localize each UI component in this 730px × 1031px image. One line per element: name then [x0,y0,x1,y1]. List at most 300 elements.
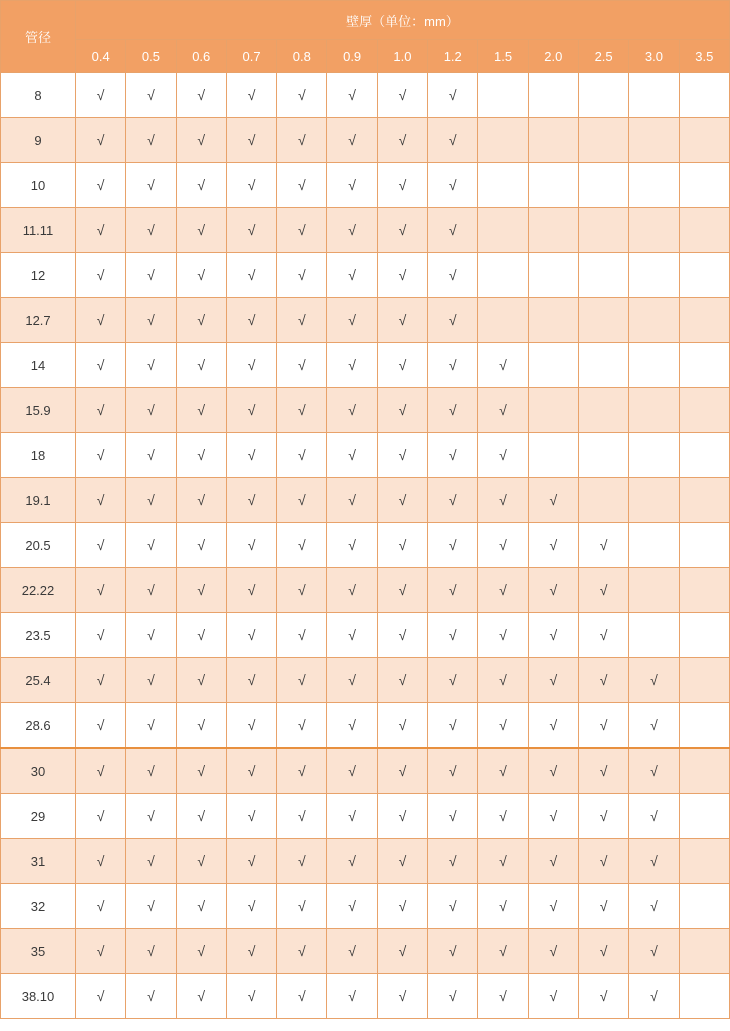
check-icon: √ [197,131,206,148]
check-icon: √ [247,176,256,193]
cell-availability [76,433,126,478]
check-icon: √ [348,446,356,463]
cell-availability [528,839,578,884]
cell-availability [478,658,528,703]
header-thickness-2.0: 2.0 [528,40,578,73]
check-icon: √ [147,716,155,733]
cell-availability [377,658,427,703]
check-icon: √ [448,852,457,869]
table-row [1,388,730,433]
check-icon: √ [499,762,507,779]
check-icon: √ [197,671,206,688]
check-icon: √ [348,266,356,283]
cell-availability [377,118,427,163]
header-diameter-label: 管径 [1,1,76,73]
cell-availability [176,163,226,208]
cell-diameter: 25.4 [1,658,76,703]
cell-availability [428,929,478,974]
cell-availability [578,839,628,884]
cell-availability [277,794,327,839]
cell-availability [629,118,679,163]
cell-diameter: 8 [1,73,76,118]
cell-availability [377,208,427,253]
check-icon: √ [549,987,558,1004]
cell-availability [578,343,628,388]
cell-availability [76,478,126,523]
cell-diameter: 11.11 [1,208,76,253]
cell-availability [126,929,176,974]
check-icon: √ [297,987,306,1004]
check-icon: √ [398,536,407,553]
cell-availability [578,73,628,118]
check-icon: √ [348,401,356,418]
check-icon: √ [448,807,457,824]
cell-availability [679,974,729,1019]
check-icon: √ [348,671,356,688]
cell-availability [126,658,176,703]
header-thickness-3.0: 3.0 [629,40,679,73]
check-icon: √ [448,401,457,418]
cell-availability [428,298,478,343]
cell-availability [578,388,628,433]
check-icon: √ [147,852,155,869]
header-thickness-2.5: 2.5 [578,40,628,73]
check-icon: √ [96,401,105,418]
check-icon: √ [297,897,306,914]
check-icon: √ [599,626,608,643]
check-icon: √ [247,356,256,373]
cell-availability [226,388,276,433]
cell-availability [679,884,729,929]
cell-availability [679,73,729,118]
cell-availability [76,523,126,568]
cell-availability [126,208,176,253]
cell-diameter: 38.10 [1,974,76,1019]
cell-availability [377,523,427,568]
cell-availability [679,703,729,749]
check-icon: √ [96,581,105,598]
cell-availability [377,343,427,388]
cell-availability [528,929,578,974]
cell-availability [126,884,176,929]
header-thickness-0.9: 0.9 [327,40,377,73]
cell-availability [528,388,578,433]
check-icon: √ [247,266,256,283]
check-icon: √ [398,86,407,103]
cell-availability [377,478,427,523]
cell-availability [76,73,126,118]
cell-availability [478,839,528,884]
check-icon: √ [197,536,206,553]
cell-availability [126,613,176,658]
check-icon: √ [247,401,256,418]
check-icon: √ [499,446,507,463]
cell-availability [578,748,628,794]
check-icon: √ [499,852,507,869]
cell-availability [277,568,327,613]
cell-availability [76,613,126,658]
check-icon: √ [147,266,155,283]
cell-availability [629,298,679,343]
table-header [1,1,730,73]
cell-availability [478,523,528,568]
cell-availability [126,253,176,298]
cell-availability [327,118,377,163]
check-icon: √ [297,716,306,733]
cell-availability [377,388,427,433]
check-icon: √ [448,897,457,914]
cell-availability [478,163,528,208]
table-row [1,253,730,298]
check-icon: √ [297,491,306,508]
cell-availability [679,118,729,163]
cell-availability [327,974,377,1019]
check-icon: √ [147,807,155,824]
cell-availability [76,884,126,929]
cell-availability [176,974,226,1019]
cell-availability [377,929,427,974]
cell-availability [528,658,578,703]
check-icon: √ [448,626,457,643]
cell-availability [629,703,679,749]
check-icon: √ [147,311,155,328]
cell-diameter: 18 [1,433,76,478]
table-row [1,298,730,343]
header-thickness-0.6: 0.6 [176,40,226,73]
cell-availability [629,613,679,658]
cell-availability [327,433,377,478]
cell-availability [226,794,276,839]
cell-availability [277,298,327,343]
check-icon: √ [297,581,306,598]
cell-availability [126,748,176,794]
cell-availability [327,253,377,298]
header-thickness-label: 壁厚（单位：mm） [76,1,730,40]
cell-availability [226,208,276,253]
cell-availability [176,658,226,703]
check-icon: √ [297,807,306,824]
cell-availability [528,974,578,1019]
cell-availability [76,974,126,1019]
cell-availability [126,974,176,1019]
check-icon: √ [297,671,306,688]
check-icon: √ [348,807,356,824]
check-icon: √ [96,176,105,193]
check-icon: √ [247,131,256,148]
cell-availability [176,929,226,974]
cell-availability [226,703,276,749]
cell-availability [126,523,176,568]
check-icon: √ [247,762,256,779]
check-icon: √ [297,762,306,779]
cell-availability [679,658,729,703]
cell-diameter: 23.5 [1,613,76,658]
cell-availability [478,568,528,613]
cell-availability [126,163,176,208]
cell-availability [277,658,327,703]
cell-availability [76,748,126,794]
cell-availability [428,73,478,118]
cell-availability [428,523,478,568]
cell-availability [629,163,679,208]
check-icon: √ [348,536,356,553]
cell-availability [126,794,176,839]
cell-availability [226,929,276,974]
cell-availability [578,613,628,658]
cell-availability [377,839,427,884]
check-icon: √ [599,716,608,733]
cell-availability [377,568,427,613]
cell-availability [226,974,276,1019]
check-icon: √ [499,401,507,418]
check-icon: √ [197,581,206,598]
check-icon: √ [147,762,155,779]
cell-availability [679,478,729,523]
cell-availability [528,298,578,343]
cell-availability [176,839,226,884]
cell-availability [327,163,377,208]
check-icon: √ [247,86,256,103]
check-icon: √ [499,942,507,959]
check-icon: √ [650,942,658,959]
cell-availability [76,703,126,749]
cell-availability [277,974,327,1019]
table-row [1,208,730,253]
cell-availability [176,118,226,163]
cell-diameter: 32 [1,884,76,929]
check-icon: √ [650,987,658,1004]
check-icon: √ [197,221,206,238]
check-icon: √ [448,581,457,598]
cell-availability [528,163,578,208]
cell-availability [377,884,427,929]
cell-availability [377,794,427,839]
check-icon: √ [398,131,407,148]
check-icon: √ [398,807,407,824]
cell-availability [76,343,126,388]
check-icon: √ [297,86,306,103]
cell-availability [126,703,176,749]
cell-availability [428,568,478,613]
cell-availability [428,748,478,794]
check-icon: √ [297,221,306,238]
check-icon: √ [96,86,105,103]
check-icon: √ [448,716,457,733]
table-row [1,974,730,1019]
cell-availability [428,703,478,749]
cell-availability [478,118,528,163]
cell-availability [377,974,427,1019]
check-icon: √ [499,626,507,643]
check-icon: √ [448,446,457,463]
check-icon: √ [398,716,407,733]
header-row-top [1,1,730,40]
cell-availability [578,118,628,163]
check-icon: √ [549,897,558,914]
cell-availability [327,568,377,613]
cell-availability [277,703,327,749]
check-icon: √ [499,671,507,688]
check-icon: √ [297,311,306,328]
header-thickness-0.8: 0.8 [277,40,327,73]
cell-availability [578,794,628,839]
cell-availability [478,253,528,298]
cell-availability [226,613,276,658]
cell-availability [578,433,628,478]
cell-availability [327,208,377,253]
check-icon: √ [348,176,356,193]
cell-availability [528,884,578,929]
check-icon: √ [297,401,306,418]
check-icon: √ [197,401,206,418]
cell-availability [226,658,276,703]
check-icon: √ [549,671,558,688]
check-icon: √ [147,581,155,598]
cell-availability [679,929,729,974]
check-icon: √ [197,86,206,103]
table-row [1,568,730,613]
check-icon: √ [96,852,105,869]
cell-availability [478,343,528,388]
cell-availability [428,974,478,1019]
check-icon: √ [197,987,206,1004]
cell-availability [76,388,126,433]
cell-availability [629,974,679,1019]
cell-availability [528,748,578,794]
cell-availability [428,343,478,388]
check-icon: √ [348,356,356,373]
cell-diameter: 9 [1,118,76,163]
cell-availability [629,253,679,298]
check-icon: √ [398,266,407,283]
check-icon: √ [448,987,457,1004]
check-icon: √ [147,401,155,418]
check-icon: √ [197,626,206,643]
check-icon: √ [398,401,407,418]
cell-availability [226,73,276,118]
cell-diameter: 31 [1,839,76,884]
check-icon: √ [599,807,608,824]
cell-availability [528,703,578,749]
check-icon: √ [96,311,105,328]
check-icon: √ [147,86,155,103]
cell-availability [277,748,327,794]
cell-availability [629,73,679,118]
cell-availability [578,208,628,253]
check-icon: √ [96,266,105,283]
table-row [1,839,730,884]
cell-availability [478,794,528,839]
check-icon: √ [499,491,507,508]
cell-availability [478,208,528,253]
cell-availability [629,388,679,433]
check-icon: √ [398,762,407,779]
cell-availability [176,884,226,929]
cell-availability [578,163,628,208]
cell-diameter: 15.9 [1,388,76,433]
cell-availability [277,208,327,253]
check-icon: √ [448,176,457,193]
check-icon: √ [549,581,558,598]
header-thickness-3.5: 3.5 [679,40,729,73]
check-icon: √ [348,626,356,643]
cell-availability [428,118,478,163]
check-icon: √ [96,131,105,148]
cell-availability [478,433,528,478]
cell-availability [126,388,176,433]
header-thickness-0.4: 0.4 [76,40,126,73]
check-icon: √ [297,536,306,553]
table-row [1,118,730,163]
cell-availability [226,748,276,794]
cell-availability [76,658,126,703]
check-icon: √ [448,356,457,373]
check-icon: √ [348,762,356,779]
check-icon: √ [197,356,206,373]
check-icon: √ [197,852,206,869]
cell-availability [277,478,327,523]
cell-availability [478,884,528,929]
cell-availability [277,839,327,884]
cell-diameter: 12 [1,253,76,298]
check-icon: √ [247,987,256,1004]
cell-availability [327,523,377,568]
header-row-thickness [1,40,730,73]
check-icon: √ [96,807,105,824]
cell-availability [478,298,528,343]
cell-availability [428,658,478,703]
check-icon: √ [247,581,256,598]
cell-availability [126,118,176,163]
check-icon: √ [96,491,105,508]
table-row [1,163,730,208]
cell-availability [277,73,327,118]
check-icon: √ [247,446,256,463]
cell-availability [428,478,478,523]
cell-availability [327,839,377,884]
table-row [1,478,730,523]
cell-availability [226,839,276,884]
check-icon: √ [650,671,658,688]
cell-availability [629,748,679,794]
cell-availability [428,839,478,884]
cell-availability [126,73,176,118]
cell-availability [478,703,528,749]
cell-availability [528,343,578,388]
cell-availability [679,208,729,253]
cell-availability [176,748,226,794]
check-icon: √ [448,762,457,779]
cell-availability [176,388,226,433]
cell-availability [377,613,427,658]
check-icon: √ [96,762,105,779]
check-icon: √ [599,987,608,1004]
cell-availability [629,839,679,884]
check-icon: √ [197,716,206,733]
cell-availability [679,298,729,343]
cell-availability [277,523,327,568]
check-icon: √ [247,536,256,553]
check-icon: √ [197,897,206,914]
cell-availability [277,388,327,433]
check-icon: √ [147,626,155,643]
check-icon: √ [147,536,155,553]
check-icon: √ [297,626,306,643]
check-icon: √ [499,536,507,553]
check-icon: √ [147,491,155,508]
check-icon: √ [297,852,306,869]
check-icon: √ [549,807,558,824]
